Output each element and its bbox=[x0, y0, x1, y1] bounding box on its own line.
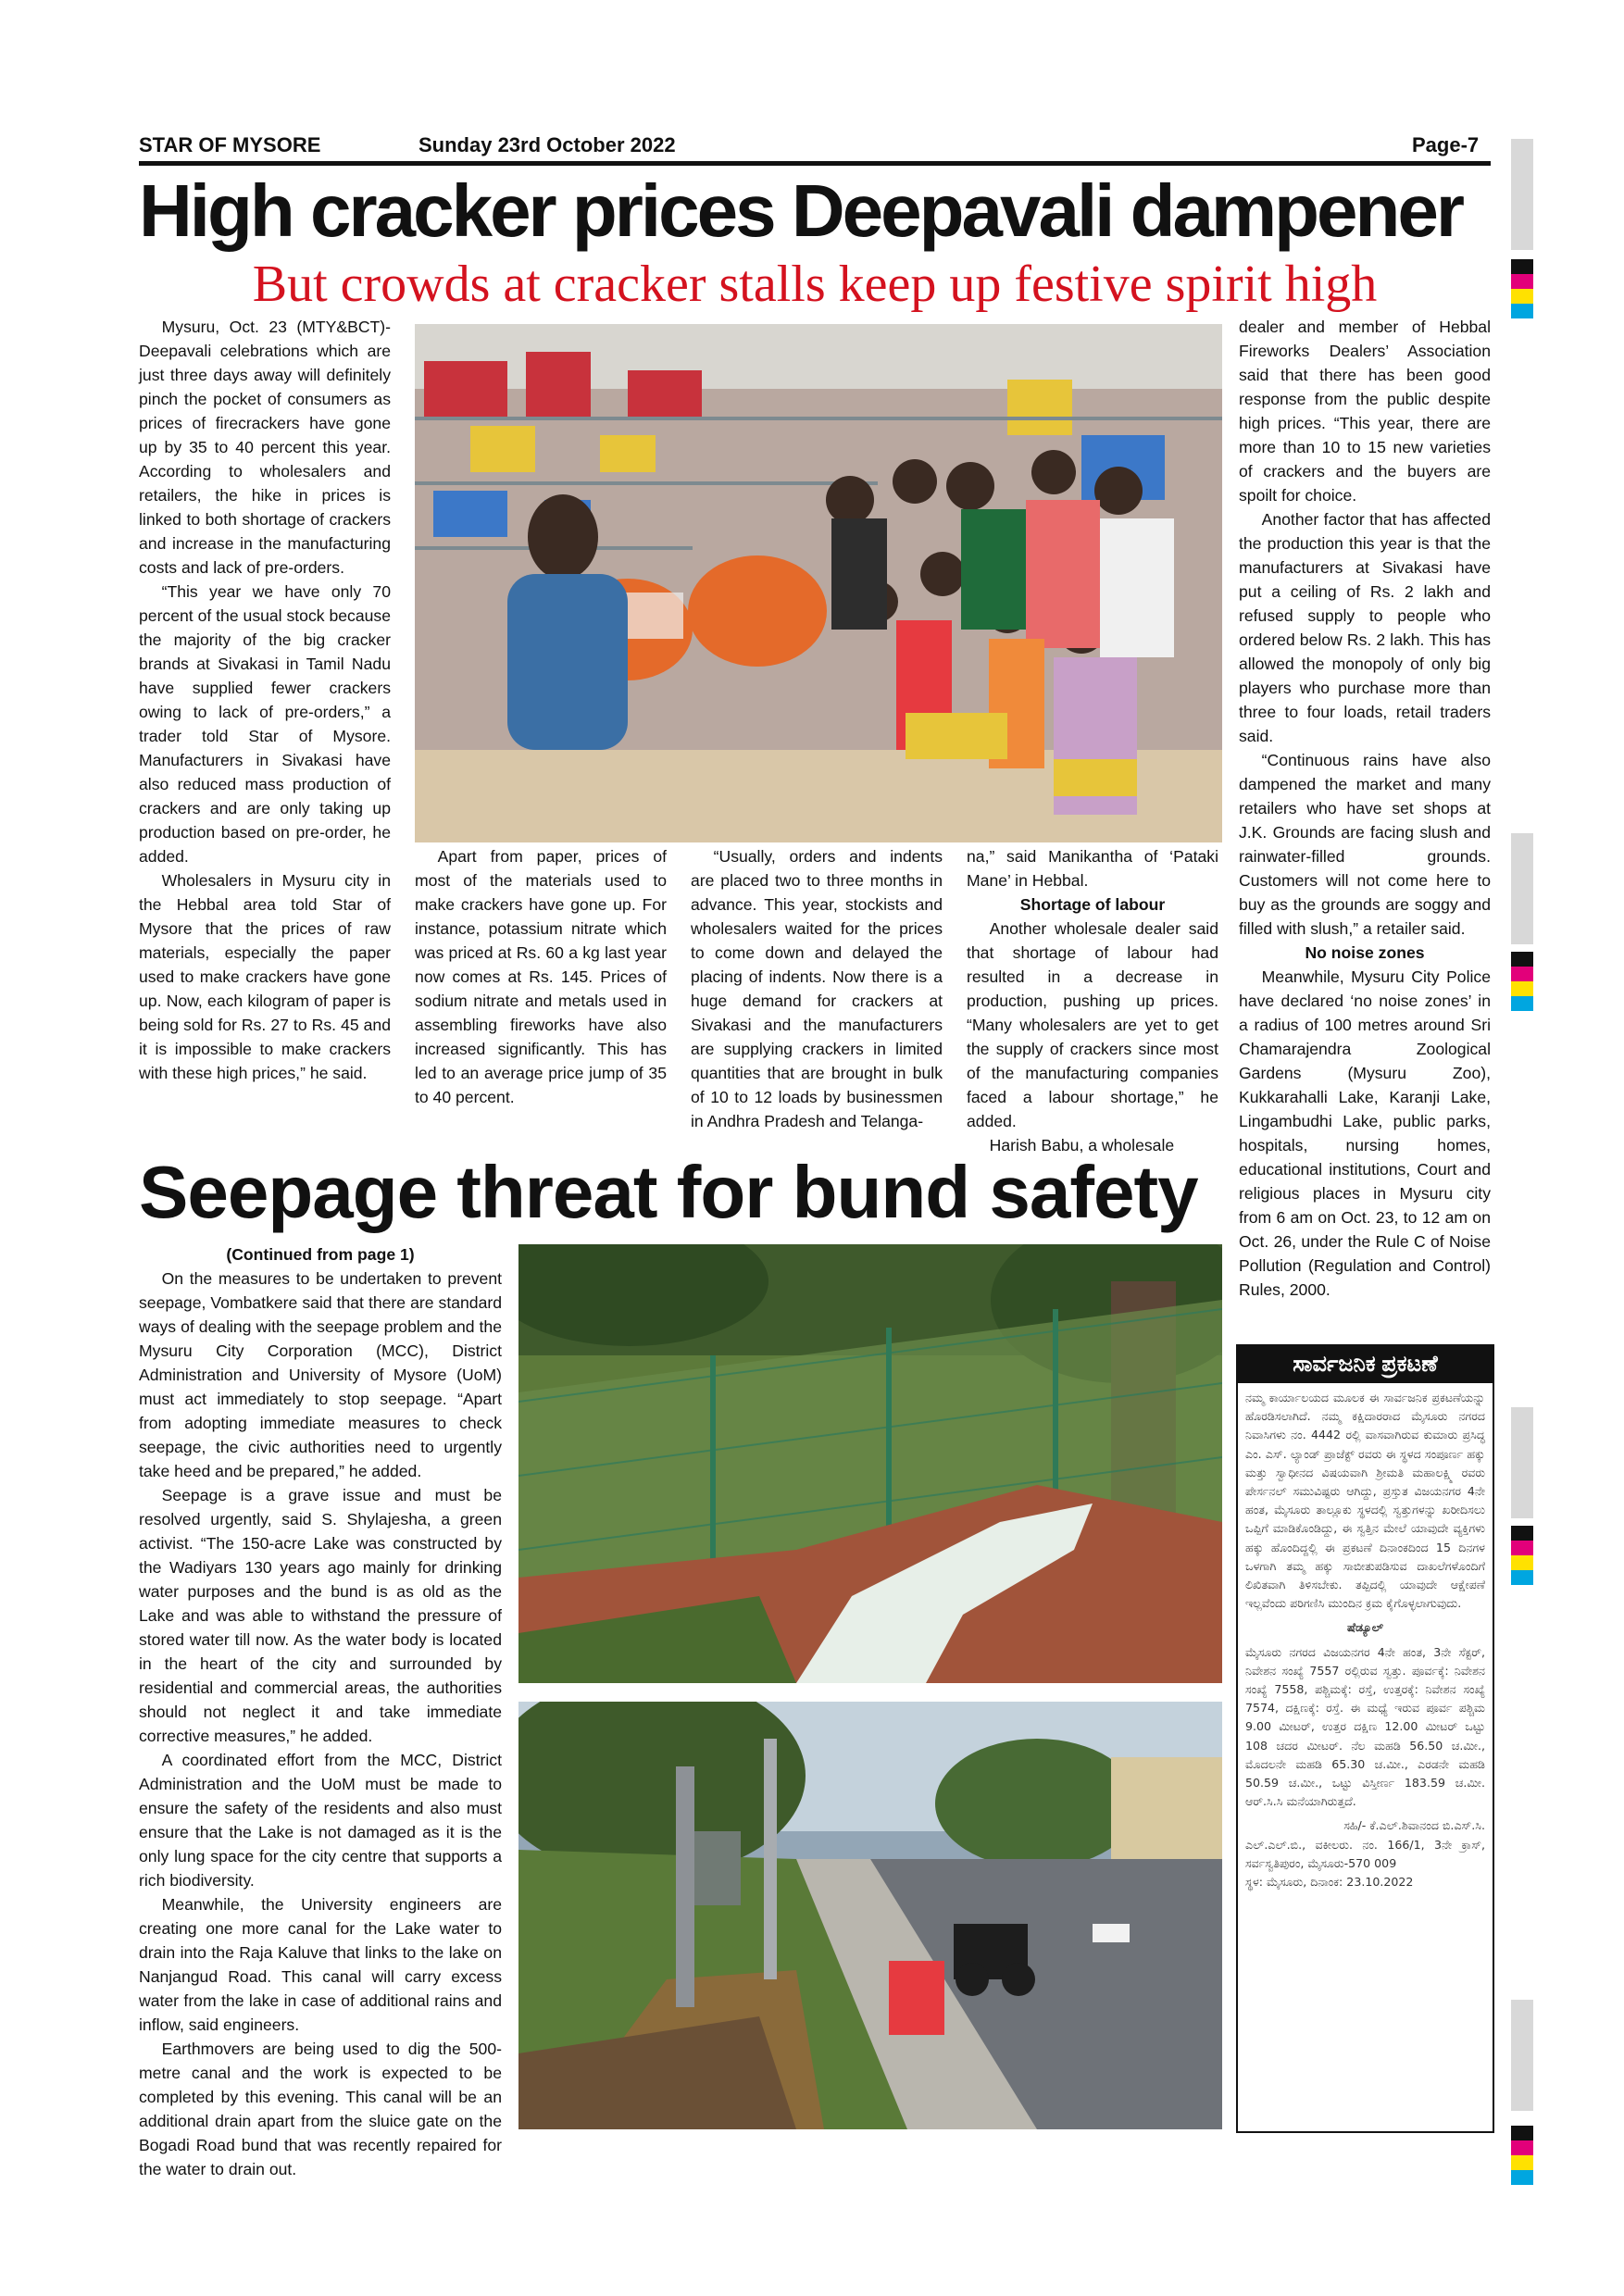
registration-swatch bbox=[1511, 1541, 1533, 1555]
story1-col3-para: “Usually, orders and indents are placed two to three months in advance. This year, stockists and wholesalers waited for the prices to come down and delayed the placing of indents. Now there is a huge demand for crackers at Sivakasi and the manufacturers are supplying crackers in limited quantities that are brought in bulk of 10 to 12 loads by businessmen in Andhra Pradesh and Telanga- bbox=[691, 847, 943, 1130]
story1-col5-subhead: No noise zones bbox=[1305, 943, 1425, 962]
story1-col1-para: “This year we have only 70 percent of the usual stock because the majority of the big cracker brands at Sivakasi in Tamil Nadu have supplied fewer crackers owing to lack of pre-orders,” a trader told Star of Mysore. Manufacturers in Sivakasi have also reduced mass production of crackers and are only taking up production based on pre-order, he added. bbox=[139, 582, 391, 866]
cracker-stall-photo bbox=[415, 324, 1222, 842]
color-registration-strip bbox=[1511, 259, 1533, 318]
registration-swatch bbox=[1511, 2126, 1533, 2140]
story1-column-3 bbox=[691, 844, 943, 1133]
public-notice-address: ಎಲ್.ಎಲ್.ಬಿ., ವಕೀಲರು. ನಂ. 166/1, 3ನೇ ಕ್ರಾಸ್, ಸರ್ವಸ್ವತಿಪುರಂ, ಮೈಸೂರು-570 009 bbox=[1245, 1837, 1485, 1870]
public-notice-signature: ಸಹಿ/- ಕೆ.ಎಲ್.ಶಿವಾನಂದ ಬಿ.ಎಸ್.ಸಿ. bbox=[1343, 1818, 1485, 1833]
story1-headline: High cracker prices Deepavali dampener bbox=[139, 169, 1462, 252]
masthead-rule bbox=[139, 161, 1491, 166]
public-notice-date: ಸ್ಥಳ: ಮೈಸೂರು, ದಿನಾಂಕ: 23.10.2022 bbox=[1245, 1875, 1414, 1890]
registration-swatch bbox=[1511, 2170, 1533, 2185]
story2-column bbox=[139, 1242, 502, 2181]
color-registration-strip bbox=[1511, 952, 1533, 1011]
story2-headline: Seepage threat for bund safety bbox=[139, 1151, 1198, 1233]
masthead-paper: STAR OF MYSORE bbox=[139, 133, 321, 156]
story1-col5-para: Meanwhile, Mysuru City Police have declared ‘no noise zones’ in a radius of 100 metres around Sri Chamarajendra Zoological Gardens (Mysuru Zoo), Kukkarahalli Lake, Karanji Lake, Lingambudhi Lake, public parks, hospitals, nursing homes, educational institutions, Court and religious places in Mysuru city from 6 am on Oct. 23, to 12 am on Oct. 26, under the Rule C of Noise Pollution (Regulation and Control) Rules, 2000. bbox=[1239, 967, 1491, 1299]
registration-swatch bbox=[1511, 981, 1533, 996]
story1-col5-para: “Continuous rains have also dampened the market and many retailers who have set shops at J.K. Grounds are facing slush and rainwater-filled grounds. Customers will not come here to buy as the grounds are soggy and filled with slush,” a retailer said. bbox=[1239, 751, 1491, 938]
story1-column-1 bbox=[139, 315, 391, 1085]
registration-swatch bbox=[1511, 967, 1533, 981]
public-notice-body bbox=[1238, 1383, 1493, 1897]
story2-para: Earthmovers are being used to dig the 500-metre canal and the work is expected to be completed by this evening. This canal will be an additional drain apart from the sluice gate on the Bogadi Road bund that was recently repaired for the water to drain out. bbox=[139, 2040, 502, 2178]
registration-swatch bbox=[1511, 2140, 1533, 2155]
story1-col5-lead: dealer and member of Hebbal Fireworks Dealers’ Association said that there has been good response from the public despite high prices. “This year, there are more than 10 to 15 new varieties of crackers and the buyers are spoilt for choice. bbox=[1239, 318, 1491, 505]
margin-gray-bar bbox=[1511, 2000, 1533, 2111]
registration-swatch bbox=[1511, 274, 1533, 289]
registration-swatch bbox=[1511, 304, 1533, 318]
story1-column-5 bbox=[1239, 315, 1491, 1302]
masthead-page-number: Page-7 bbox=[1412, 133, 1480, 156]
story1-column-2 bbox=[415, 844, 667, 1109]
margin-gray-bar bbox=[1511, 1407, 1533, 1518]
public-notice-schedule-title: ಷೆಡ್ಯೂಲ್ bbox=[1346, 1620, 1384, 1635]
registration-swatch bbox=[1511, 1526, 1533, 1541]
story1-col4-para: Harish Babu, a wholesale bbox=[989, 1136, 1175, 1154]
registration-swatch bbox=[1511, 289, 1533, 304]
story1-column-4 bbox=[967, 844, 1218, 1157]
story1-col1-para: Mysuru, Oct. 23 (MTY&BCT)- Deepavali celebrations which are just three days away will definitely pinch the pocket of consumers as prices of firecrackers have gone up by 35 to 40 percent this year. According to wholesalers and retailers, the hike in prices is linked to both shortage of crackers and increase in the manufacturing costs and lack of pre-orders. bbox=[139, 318, 391, 577]
seepage-fence-photo bbox=[518, 1244, 1222, 1683]
story2-para: Seepage is a grave issue and must be resolved urgently, said S. Shylajesha, a green activist. “The 150-acre Lake was constructed by the Wadiyars 130 years ago mainly for drinking water purposes and the bund is as old as the Lake and was able to withstand the pressure of stored water till now. As the water body is located in the heart of the city and surrounded by residential and commercial areas, the authorities should not neglect it and take immediate corrective measures,” he added. bbox=[139, 1486, 502, 1745]
story1-col4-para: Another wholesale dealer said that shortage of labour had resulted in a decrease in production, pushing up prices. “Many wholesalers are yet to get the supply of crackers since most of the manufacturing companies faced a labour shortage,” he added. bbox=[967, 919, 1218, 1130]
registration-swatch bbox=[1511, 952, 1533, 967]
story1-col4-lead: na,” said Manikantha of ‘Pataki Mane’ in Hebbal. bbox=[967, 847, 1218, 890]
registration-swatch bbox=[1511, 259, 1533, 274]
registration-swatch bbox=[1511, 996, 1533, 1011]
registration-swatch bbox=[1511, 1555, 1533, 1570]
story2-para: Meanwhile, the University engineers are creating one more canal for the Lake water to drain into the Raja Kaluve that links to the lake on Nanjangud Road. This canal will carry excess water from the lake in case of additional rains and inflow, said engineers. bbox=[139, 1895, 502, 2034]
story1-subhead: But crowds at cracker stalls keep up festive spirit high bbox=[252, 256, 1378, 313]
story1-col4-subhead: Shortage of labour bbox=[1019, 895, 1166, 914]
public-notice-schedule: ಮೈಸೂರು ನಗರದ ವಿಜಯನಗರ 4ನೇ ಹಂತ, 3ನೇ ಸೆಕ್ಟರ್, ನಿವೇಶನ ಸಂಖ್ಯೆ 7557 ರಲ್ಲಿರುವ ಸ್ವತ್ತು. ಪೂರ್ವಕ್ಕೆ: ನಿವೇಶನ ಸಂಖ್ಯೆ 7558, ಪಶ್ಚಿಮಕ್ಕೆ: ರಸ್ತೆ, ಉತ್ತರಕ್ಕೆ: ನಿವೇಶನ ಸಂಖ್ಯೆ 7574, ದಕ್ಷಿಣಕ್ಕೆ: ರಸ್ತೆ. ಈ ಮಧ್ಯೆ ಇರುವ ಪೂರ್ವ ಪಶ್ಚಿಮ 9.00 ಮೀಟರ್, ಉತ್ತರ ದಕ್ಷಿಣ 12.00 ಮೀಟರ್ ಒಟ್ಟು 108 ಚದರ ಮೀಟರ್. ನೆಲ ಮಹಡಿ 56.50 ಚ.ಮೀ., ಮೊದಲನೇ ಮಹಡಿ 65.30 ಚ.ಮೀ., ಎರಡನೇ ಮಹಡಿ 50.59 ಚ.ಮೀ., ಒಟ್ಟು ವಿಸ್ತೀರ್ಣ 183.59 ಚ.ಮೀ. ಆರ್.ಸಿ.ಸಿ ಮನೆಯಾಗಿರುತ್ತದೆ. bbox=[1245, 1644, 1485, 1809]
public-notice-title: ಸಾರ್ವಜನಿಕ ಪ್ರಕಟಣೆ bbox=[1238, 1346, 1493, 1383]
masthead-date: Sunday 23rd October 2022 bbox=[418, 133, 676, 156]
color-registration-strip bbox=[1511, 1526, 1533, 1585]
margin-gray-bar bbox=[1511, 139, 1533, 250]
story2-para: A coordinated effort from the MCC, District Administration and the UoM must be made to ensure the safety of the residents and also must ensure that the Lake is not damaged as it is the only lung space for the city centre that supports a rich biodiversity. bbox=[139, 1751, 502, 1890]
margin-gray-bar bbox=[1511, 833, 1533, 944]
roadside-canal-photo bbox=[518, 1702, 1222, 2129]
story1-col1-para: Wholesalers in Mysuru city in the Hebbal area told Star of Mysore that the prices of raw materials, especially the paper used to make crackers have gone up. Now, each kilogram of paper is being sold for Rs. 27 to Rs. 45 and it is impossible to make crackers with these high prices,” he said. bbox=[139, 871, 391, 1082]
registration-swatch bbox=[1511, 1570, 1533, 1585]
story1-col5-para: Another factor that has affected the production this year is that the manufacturers at Sivakasi have put a ceiling of Rs. 2 lakh and refused supply to people who ordered below Rs. 2 lakh. This has allowed the monopoly of only big players who purchase more than three to four loads, retail traders said. bbox=[1239, 510, 1491, 745]
public-notice-box bbox=[1236, 1344, 1494, 2133]
story2-continued-label: (Continued from page 1) bbox=[226, 1245, 415, 1264]
story2-para: On the measures to be undertaken to prevent seepage, Vombatkere said that there are standard ways of dealing with the seepage problem and the Mysuru City Corporation (MCC), District Administration and University of Mysore (UoM) must act immediately to stop seepage. “Apart from adopting immediate measures to check seepage, the civic authorities need to urgently take heed and be prepared,” he added. bbox=[139, 1269, 502, 1480]
registration-swatch bbox=[1511, 2155, 1533, 2170]
public-notice-text: ನಮ್ಮ ಕಾರ್ಯಾಲಯದ ಮೂಲಕ ಈ ಸಾರ್ವಜನಿಕ ಪ್ರಕಟಣೆಯನ್ನು ಹೊರಡಿಸಲಾಗಿದೆ. ನಮ್ಮ ಕಕ್ಷಿದಾರರಾದ ಮೈಸೂರು ನಗರದ ನಿವಾಸಿಗಳು ನಂ. 4442 ರಲ್ಲಿ ವಾಸವಾಗಿರುವ ಕುಮಾರು ಪ್ರಸಿದ್ಧ ಎಂ. ಎಸ್. ಲ್ಯಾಂಡ್ ಪ್ರಾಜೆಕ್ಟ್ ರವರು ಈ ಸ್ಥಳದ ಸಂಪೂರ್ಣ ಹಕ್ಕು ಮತ್ತು ಸ್ವಾಧೀನದ ವಿಷಯವಾಗಿ ಶ್ರೀಮತಿ ಮಹಾಲಕ್ಷ್ಮಿ ರವರು ಪೇರ್ಸನಲ್ ಸಮುವಿಷ್ಟರು ಆಗಿದ್ದು, ಪ್ರಸ್ತುತ ವಿಜಯನಗರ 4ನೇ ಹಂತ, ಮೈಸೂರು ತಾಲ್ಲೂಕು ಸ್ಥಳದಲ್ಲಿ ಸ್ವತ್ತುಗಳನ್ನು ಖರೀದಿಸಲು ಒಪ್ಪಿಗೆ ಮಾಡಿಕೊಂಡಿದ್ದು, ಈ ಸ್ವತ್ತಿನ ಮೇಲೆ ಯಾವುದೇ ವ್ಯಕ್ತಿಗಳು ಹಕ್ಕು ಹೊಂದಿದ್ದಲ್ಲಿ ಈ ಪ್ರಕಟಣೆ ದಿನಾಂಕದಿಂದ 15 ದಿನಗಳ ಒಳಗಾಗಿ ತಮ್ಮ ಹಕ್ಕು ಸಾಬೀತುಪಡಿಸುವ ದಾಖಲೆಗಳೊಂದಿಗೆ ಲಿಖಿತವಾಗಿ ತಿಳಿಸಬೇಕು. ತಪ್ಪಿದಲ್ಲಿ ಯಾವುದೇ ಆಕ್ಷೇಪಣೆ ಇಲ್ಲವೆಂದು ಪರಿಗಣಿಸಿ ಮುಂದಿನ ಕ್ರಮ ಕೈಗೊಳ್ಳಲಾಗುವುದು. bbox=[1245, 1391, 1485, 1611]
color-registration-strip bbox=[1511, 2126, 1533, 2185]
story1-col2-para: Apart from paper, prices of most of the materials used to make crackers have gone up. For instance, potassium nitrate which was priced at Rs. 60 a kg last year now comes at Rs. 145. Prices of sodium nitrate and metals used in assembling fireworks have also increased significantly. This has led to an average price jump of 35 to 40 percent. bbox=[415, 847, 667, 1106]
